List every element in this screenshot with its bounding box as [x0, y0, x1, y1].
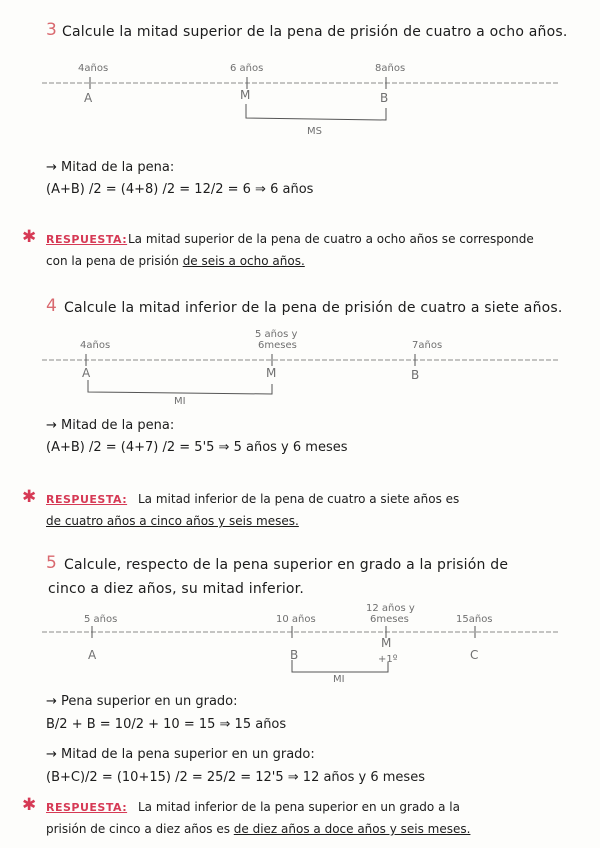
tick-label-8-years: 8años [375, 63, 406, 74]
point-c: C [470, 648, 479, 662]
respuesta-label-p3: RESPUESTA: [46, 233, 128, 246]
plus-one-degree-label: +1º [378, 654, 398, 665]
answer-highlight-p5: de diez años a doce años y seis meses. [233, 822, 471, 836]
answer-line2-p3: con la pena de prisión de seis a ocho años. [46, 254, 305, 268]
brace-label-mi: MI [333, 674, 345, 685]
answer-highlight-p3: de seis a ocho años. [182, 254, 305, 268]
respuesta-label-p4: RESPUESTA: [46, 493, 128, 506]
tick-label-6-years: 6 años [230, 63, 264, 74]
problem-3-number: 3 [46, 20, 57, 40]
formula-p3: (A+B) /2 = (4+8) /2 = 12/2 = 6 ⇒ 6 años [46, 182, 314, 197]
tick-label-10-years: 10 años [276, 614, 316, 625]
point-m: M [240, 88, 251, 102]
asterisk-icon: ✱ [22, 487, 37, 507]
sup-label-p5: → Pena superior en un grado: [46, 694, 238, 709]
answer-line1-p4: La mitad inferior de la pena de cuatro a siete años es [138, 492, 460, 506]
formula-p4: (A+B) /2 = (4+7) /2 = 5'5 ⇒ 5 años y 6 meses [46, 440, 348, 455]
brace-mi-p4 [88, 380, 272, 394]
asterisk-icon: ✱ [22, 227, 37, 247]
point-b: B [290, 648, 299, 662]
problem-5-title-line2: cinco a diez años, su mitad inferior. [48, 581, 304, 597]
formula2-p5: (B+C)/2 = (10+15) /2 = 25/2 = 12'5 ⇒ 12 años y 6 meses [46, 770, 425, 785]
asterisk-icon: ✱ [22, 795, 37, 815]
tick-label-15-years: 15años [456, 614, 493, 625]
point-a: A [88, 648, 97, 662]
answer-line2-p5: prisión de cinco a diez años es de diez años a doce años y seis meses. [46, 822, 471, 836]
tick-label-7-years: 7años [412, 340, 443, 351]
problem-4-number: 4 [46, 296, 57, 316]
tick-label-12y6m: 12 años y [366, 603, 415, 614]
mitad-label-p5: → Mitad de la pena superior en un grado: [46, 747, 315, 762]
problem-4-title: Calcule la mitad inferior de la pena de prisión de cuatro a siete años. [64, 300, 563, 316]
brace-mi-p5 [292, 660, 388, 672]
answer-highlight-p4: de cuatro años a cinco años y seis meses. [46, 514, 299, 528]
formula1-p5: B/2 + B = 10/2 + 10 = 15 ⇒ 15 años [46, 717, 287, 732]
tick-label-4-years: 4años [78, 63, 109, 74]
brace-label-mi: MI [174, 396, 186, 407]
point-b: B [411, 368, 420, 382]
respuesta-label-p5: RESPUESTA: [46, 801, 128, 814]
answer-line1-p5: La mitad inferior de la pena superior en un grado a la [138, 800, 460, 814]
answer-line1-p3: La mitad superior de la pena de cuatro a ocho años se corresponde [128, 232, 534, 246]
point-b: B [380, 91, 389, 105]
point-a: A [84, 91, 93, 105]
tick-label-5-years: 5 años [84, 614, 118, 625]
brace-label-ms: MS [307, 126, 322, 137]
mitad-label-p3: → Mitad de la pena: [46, 160, 175, 175]
point-m: M [381, 636, 392, 650]
problem-5-number: 5 [46, 553, 57, 573]
point-m: M [266, 366, 277, 380]
problem-5-title-line1: Calcule, respecto de la pena superior en grado a la prisión de [64, 557, 509, 573]
problem-3-title: Calcule la mitad superior de la pena de prisión de cuatro a ocho años. [62, 24, 568, 40]
tick-label-5y6m: 5 años y [255, 329, 298, 340]
tick-label-12y6m-months: 6meses [370, 614, 409, 625]
mitad-label-p4: → Mitad de la pena: [46, 418, 175, 433]
tick-label-5y6m-months: 6meses [258, 340, 297, 351]
point-a: A [82, 366, 91, 380]
brace-ms-p3 [246, 104, 386, 120]
tick-label-4-years: 4años [80, 340, 111, 351]
